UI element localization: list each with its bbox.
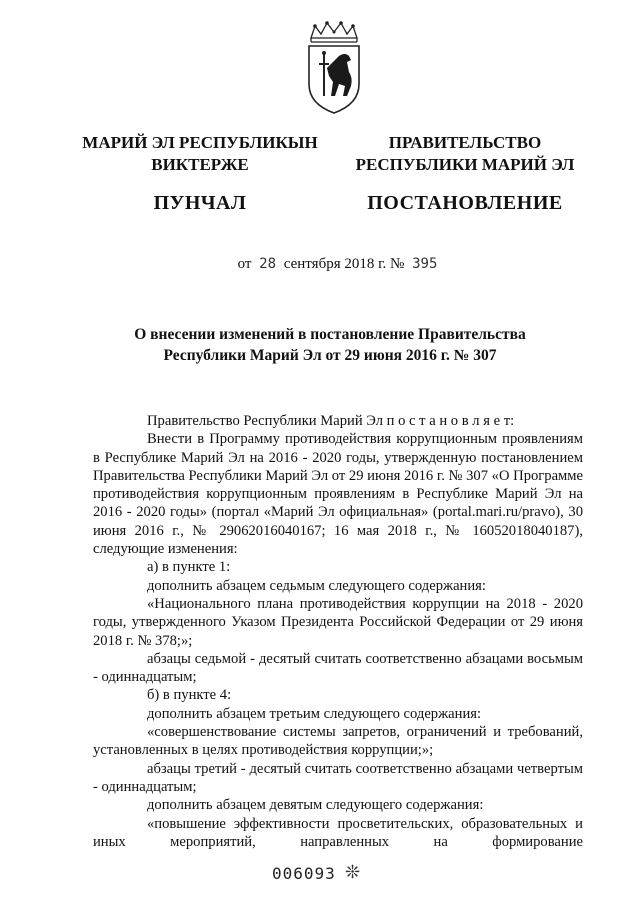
document-subject [100, 324, 560, 366]
header-right-line2: РЕСПУБЛИКИ МАРИЙ ЭЛ [355, 155, 575, 174]
body-paragraph-6: абзацы седьмой - десятый считать соответственно абзацами восьмым - одиннадцатым; [93, 650, 583, 686]
body-paragraph-5: «Национального плана противодействия коррупции на 2018 - 2020 годы, утвержденного Указом Президента Российской Федерации от 29 июня 2018 г. № 378;»; [93, 595, 583, 649]
header-right-title: ПОСТАНОВЛЕНИЕ [367, 192, 563, 214]
header-left-line1: МАРИЙ ЭЛ РЕСПУБЛИКЫН [82, 133, 318, 152]
form-serial-number: 006093 [272, 864, 336, 883]
body-paragraph-2: Внести в Программу противодействия коррупционным проявлениям в Республике Марий Эл на 2016 - 2020 годы, утвержденную постановлением Правительства Республики Марий Эл от 29 июня 2016 г. № 307 «О Программе противодействия коррупционным проявлениям в Республике Марий Эл на 2016 - 2020 годы» (портал «Марий Эл официальная» (portal.mari.ru/pravo), 30 июня 2016 г., № 29062016040167; 16 мая 2018 г., № 16052018040187), следующие изменения: [93, 431, 583, 558]
document-body [93, 412, 583, 851]
coat-of-arms-emblem [297, 20, 371, 116]
body-paragraph-1: Правительство Республики Марий Эл п о с т а н о в л я е т: [147, 413, 515, 429]
body-paragraph-12: «повышение эффективности просветительских, образовательных и иных мероприятий, направленных на формирование [93, 815, 583, 850]
header-left-title: ПУНЧАЛ [153, 192, 247, 214]
body-paragraph-9: «совершенствование системы запретов, ограничений и требований, установленных в целях противодействия коррупции;»; [93, 724, 583, 759]
body-paragraph-7: б) в пункте 4: [147, 687, 232, 704]
header-left-line2: ВИКТЕРЖЕ [151, 155, 249, 174]
document-dateline [0, 256, 639, 273]
date-prefix: от [237, 256, 252, 272]
date-day: 28 [259, 256, 277, 272]
body-paragraph-8: дополнить абзацем третьим следующего содержания: [147, 705, 482, 722]
body-paragraph-11: дополнить абзацем девятым следующего содержания: [147, 797, 484, 814]
subject-line1: О внесении изменений в постановление Правительства [134, 326, 526, 343]
ornament-mark: ❊ [345, 862, 361, 882]
date-month-year: сентября 2018 г. № [283, 256, 405, 272]
document-number: 395 [412, 256, 438, 272]
body-paragraph-4: дополнить абзацем седьмым следующего содержания: [147, 577, 486, 594]
header-right-block [355, 132, 575, 214]
header-right-line1: ПРАВИТЕЛЬСТВО [388, 133, 542, 152]
subject-line2: Республики Марий Эл от 29 июня 2016 г. № 307 [163, 347, 497, 364]
header-left-block [82, 132, 318, 214]
body-paragraph-10: абзацы третий - десятый считать соответственно абзацами четвертым - одиннадцатым; [93, 760, 583, 795]
body-paragraph-3: а) в пункте 1: [147, 559, 231, 576]
